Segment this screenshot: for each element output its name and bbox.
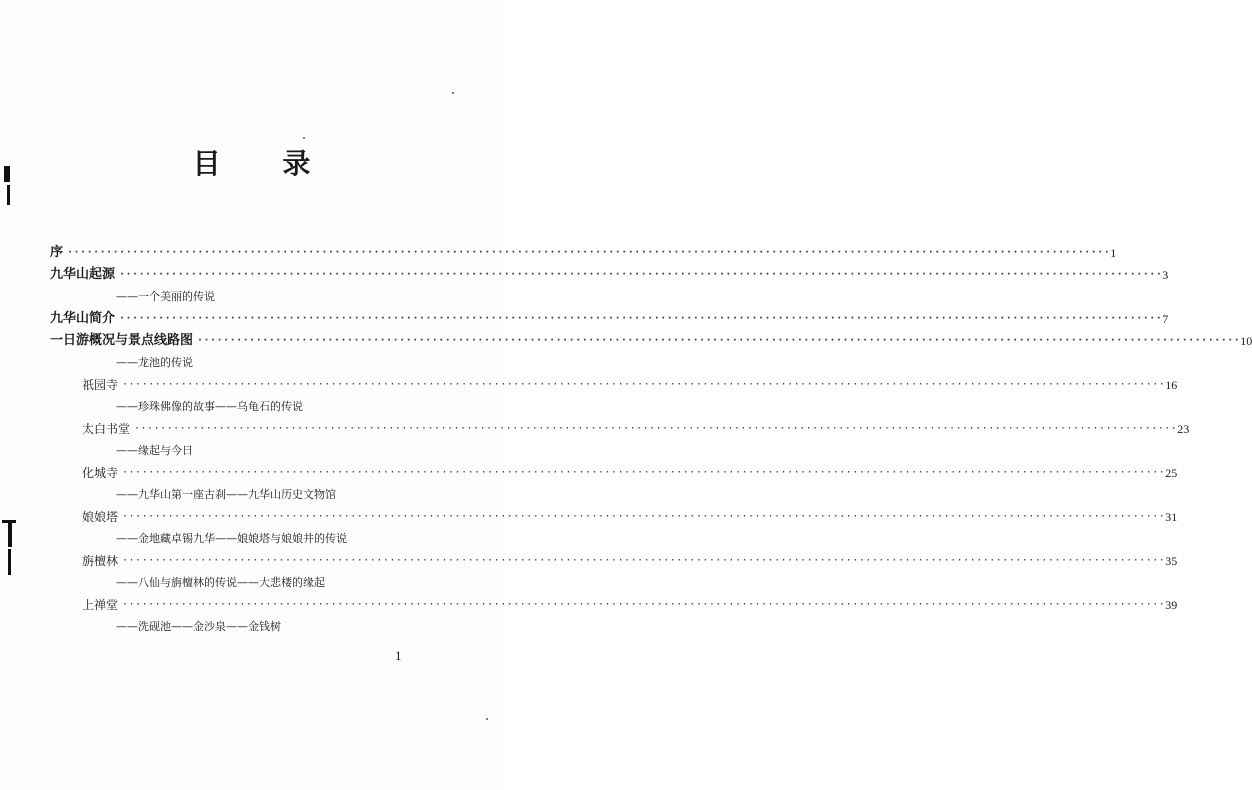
toc-page-number: 31 — [1165, 510, 1178, 524]
toc-leader-dots: ································································································································································ — [197, 335, 1241, 346]
scan-artifact — [7, 185, 10, 205]
toc-entry-sub[interactable] — [50, 462, 1178, 484]
toc-page-number: 16 — [1165, 378, 1178, 392]
toc-subtitle-note: ——一个美丽的传说 — [116, 290, 215, 303]
toc-entry-label: 太白书堂 — [82, 422, 131, 436]
toc-entry-main[interactable] — [50, 242, 1117, 264]
toc-page-number: 25 — [1165, 466, 1178, 480]
toc-leader-dots: ································································································································································ — [134, 423, 1178, 434]
scan-artifact — [8, 549, 11, 575]
toc-page-number: 1 — [1110, 246, 1117, 260]
toc-entry-label: 娘娘塔 — [82, 510, 119, 524]
page-title — [0, 142, 505, 182]
toc-leader-dots: ································································································································································ — [122, 599, 1166, 610]
toc-entry-main[interactable] — [50, 264, 1169, 286]
page-number: 1 — [395, 648, 402, 663]
scan-speck — [452, 92, 454, 94]
toc-entry-sub[interactable] — [50, 374, 1178, 396]
toc-page-number: 35 — [1165, 554, 1178, 568]
toc-subtitle-note: ——金地藏卓锡九华——娘娘塔与娘娘井的传说 — [116, 532, 347, 545]
toc-leader-dots: ································································································································································ — [119, 269, 1163, 280]
toc-leader-dots: ································································································································································ — [119, 313, 1163, 324]
toc-entry-label: 序 — [50, 245, 64, 260]
toc-entry-sub[interactable] — [50, 594, 1178, 616]
scan-artifact — [8, 523, 12, 547]
toc-leader-dots: ································································································································································ — [67, 247, 1111, 258]
toc-entry-sub[interactable] — [50, 550, 1178, 572]
toc-leader-dots: ································································································································································ — [122, 467, 1166, 478]
toc-page-number: 10 — [1240, 334, 1252, 348]
toc-entry-sub[interactable] — [50, 418, 1190, 440]
toc-entry-main[interactable] — [50, 308, 1169, 330]
toc-entry-label: 旃檀林 — [82, 554, 119, 568]
toc-entry-label: 一日游概况与景点线路图 — [50, 333, 194, 348]
toc-leader-dots: ································································································································································ — [122, 511, 1166, 522]
toc-entry-sub[interactable] — [50, 506, 1178, 528]
toc-subtitle-note: ——九华山第一座古刹——九华山历史文物馆 — [116, 488, 336, 501]
table-of-contents — [50, 242, 1252, 638]
scan-speck — [303, 137, 305, 139]
toc-subtitle-note: ——八仙与旃檀林的传说——大悲楼的缘起 — [116, 576, 325, 589]
toc-subtitle-note: ——龙池的传说 — [116, 356, 193, 369]
toc-entry-label: 九华山简介 — [50, 311, 116, 326]
toc-page-number: 39 — [1165, 598, 1178, 612]
title-char: 目 — [192, 147, 223, 180]
scan-speck — [486, 718, 488, 720]
title-char: 录 — [282, 147, 313, 180]
toc-subtitle-note: ——洗砚池——金沙泉——金钱树 — [116, 620, 281, 633]
toc-leader-dots: ································································································································································ — [122, 555, 1166, 566]
toc-page-number: 3 — [1162, 268, 1169, 282]
toc-subtitle-note: ——缘起与今日 — [116, 444, 193, 457]
toc-entry-label: 上禅堂 — [82, 598, 119, 612]
toc-page-number: 23 — [1177, 422, 1190, 436]
toc-entry-label: 化城寺 — [82, 466, 119, 480]
toc-subtitle-note: ——珍珠佛像的故事——乌龟石的传说 — [116, 400, 303, 413]
toc-leader-dots: ································································································································································ — [122, 379, 1166, 390]
toc-entry-label: 九华山起源 — [50, 267, 116, 282]
toc-page-number: 7 — [1162, 312, 1169, 326]
toc-entry-label: 祇园寺 — [82, 378, 119, 392]
toc-entry-main[interactable] — [50, 330, 1252, 352]
